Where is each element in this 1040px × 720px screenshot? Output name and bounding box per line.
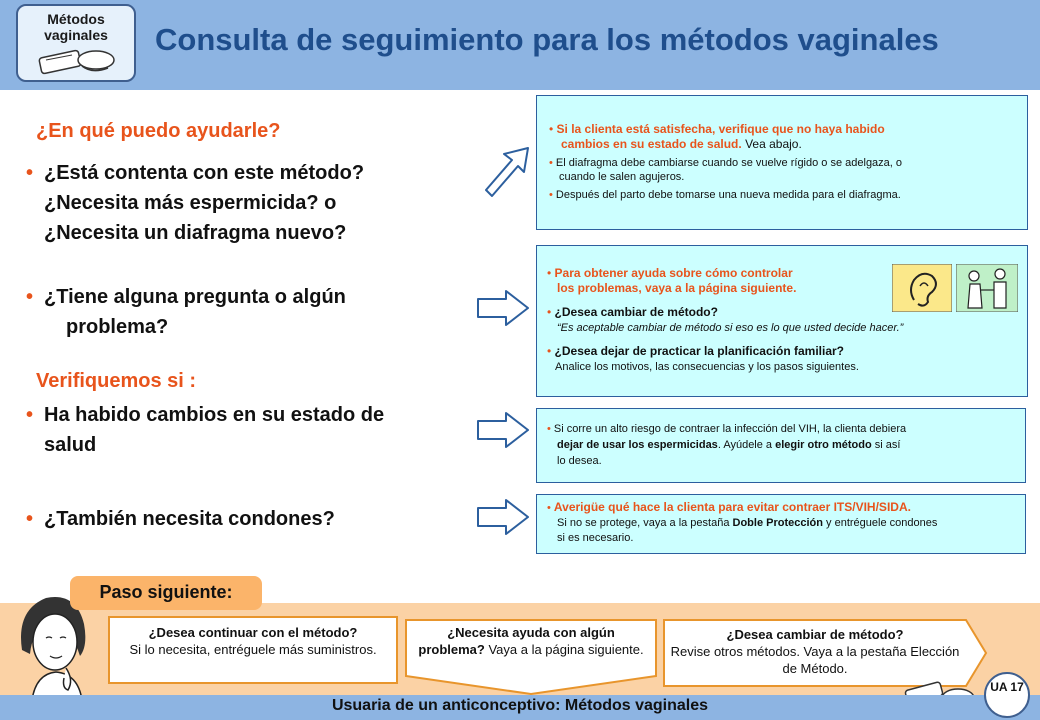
next-step-label-box bbox=[70, 576, 262, 610]
arrow-right-icon bbox=[474, 410, 532, 450]
card1-body: Si lo necesita, entréguele más suministros. bbox=[129, 642, 377, 657]
page-badge bbox=[984, 672, 1030, 718]
info-box-satisfied bbox=[536, 95, 1028, 230]
q3-line1: Ha habido cambios en su estado de bbox=[44, 404, 385, 426]
info-box-hiv-risk bbox=[536, 408, 1026, 483]
card-change-method[interactable] bbox=[670, 626, 960, 677]
box2-item1 bbox=[547, 266, 887, 296]
q2-line2: problema? bbox=[66, 316, 169, 338]
diaphragm-hand-icon bbox=[36, 44, 120, 78]
section-tab[interactable] bbox=[16, 4, 136, 82]
info-box-problems bbox=[536, 245, 1028, 397]
card-continue-method[interactable] bbox=[108, 616, 398, 684]
page-title: Consulta de seguimiento para los métodos vaginales bbox=[155, 22, 939, 57]
box4-line2-start: Si no se protege, vaya a la pestaña bbox=[557, 517, 733, 529]
page-badge-label: UA 17 bbox=[990, 680, 1024, 694]
box1-line2-bold: cambios en su estado de salud. bbox=[561, 137, 742, 151]
arrow-right-icon bbox=[474, 497, 532, 537]
box1-item1 bbox=[549, 122, 1019, 152]
box1-item2 bbox=[549, 156, 1019, 184]
q1-line1: ¿Está contenta con este método? bbox=[44, 162, 365, 184]
box4-line3: si es necesario. bbox=[557, 532, 634, 544]
box3-line3: lo desea. bbox=[557, 455, 602, 467]
q3-line2: salud bbox=[44, 434, 97, 456]
box3-line2-bold: dejar de usar los espermicidas bbox=[557, 439, 718, 451]
bullet-dot: • bbox=[26, 404, 34, 426]
question-method-happy bbox=[26, 158, 365, 244]
q4-line1: ¿También necesita condones? bbox=[44, 508, 335, 530]
question-problem bbox=[26, 282, 346, 338]
box4-line2-end: y entréguele condones bbox=[822, 517, 938, 529]
bullet-dot: • bbox=[547, 305, 552, 319]
box2-line5: ¿Desea dejar de practicar la planificación familiar? bbox=[554, 344, 844, 358]
box3-line2-end: si así bbox=[871, 439, 901, 451]
card1-text bbox=[114, 624, 392, 658]
box1-line1: Si la clienta está satisfecha, verifique que no haya habido bbox=[556, 122, 885, 136]
box1-line4: cuando le salen agujeros. bbox=[559, 171, 685, 183]
card1-question: ¿Desea continuar con el método? bbox=[148, 625, 358, 640]
check-heading: Verifiquemos si : bbox=[36, 370, 197, 392]
box2-line2: los problemas, vaya a la página siguiente. bbox=[557, 281, 797, 295]
box2-line6: Analice los motivos, las consecuencias y los pasos siguientes. bbox=[555, 361, 859, 373]
question-condoms bbox=[26, 504, 335, 534]
box1-line2-rest: Vea abajo. bbox=[741, 137, 802, 151]
box1-item3 bbox=[549, 188, 1019, 203]
help-heading: ¿En qué puedo ayudarle? bbox=[36, 120, 281, 142]
bullet-dot: • bbox=[547, 266, 552, 280]
box1-line5: Después del parto debe tomarse una nueva medida para el diafragma. bbox=[555, 189, 901, 201]
footer-title: Usuaria de un anticonceptivo: Métodos vaginales bbox=[331, 697, 709, 714]
box2-line3: ¿Desea cambiar de método? bbox=[554, 305, 718, 319]
bullet-dot: • bbox=[547, 423, 551, 435]
box2-item3 bbox=[547, 344, 1017, 375]
card-problem[interactable] bbox=[414, 624, 648, 658]
next-step-label: Paso siguiente: bbox=[99, 582, 233, 602]
box2-item2 bbox=[547, 305, 1017, 336]
box4-line2-bold: Doble Protección bbox=[732, 517, 823, 529]
info-box-sti bbox=[536, 494, 1026, 554]
footer-bar bbox=[0, 695, 1040, 720]
box4-item1 bbox=[547, 500, 1023, 546]
bullet-dot: • bbox=[547, 502, 551, 514]
box3-line1: Si corre un alto riesgo de contraer la infección del VIH, la clienta debiera bbox=[553, 423, 907, 435]
bullet-dot: • bbox=[549, 189, 553, 201]
q1-line2: ¿Necesita más espermicida? o bbox=[44, 192, 337, 214]
section-tab-label: Métodos vaginales bbox=[44, 11, 108, 43]
card3-question: ¿Desea cambiar de método? bbox=[726, 627, 904, 642]
card2-body: Vaya a la página siguiente. bbox=[484, 642, 644, 657]
bullet-dot: • bbox=[26, 508, 34, 530]
question-health-change bbox=[26, 400, 385, 456]
bullet-dot: • bbox=[549, 122, 554, 136]
box4-line1: Averigüe qué hace la clienta para evitar contraer ITS/VIH/SIDA. bbox=[553, 500, 911, 514]
box1-line3: El diafragma debe cambiarse cuando se vuelve rígido o se adelgaza, o bbox=[555, 157, 903, 169]
arrow-right-icon bbox=[474, 288, 532, 328]
q1-line3: ¿Necesita un diafragma nuevo? bbox=[44, 222, 347, 244]
card3-body: Revise otros métodos. Vaya a la pestaña Elección de Método. bbox=[670, 644, 960, 676]
q2-line1: ¿Tiene alguna pregunta o algún bbox=[44, 286, 346, 308]
bullet-dot: • bbox=[547, 344, 552, 358]
card2-question: ¿Necesita ayuda con algún problema? bbox=[418, 625, 615, 657]
bullet-dot: • bbox=[26, 286, 34, 308]
bullet-dot: • bbox=[26, 162, 34, 184]
box2-line1: Para obtener ayuda sobre cómo controlar bbox=[554, 266, 793, 280]
box2-line4: “Es aceptable cambiar de método si eso es lo que usted decide hacer.” bbox=[557, 322, 904, 334]
box3-line2-bold2: elegir otro método bbox=[775, 439, 872, 451]
box3-line2-mid: . Ayúdele a bbox=[717, 439, 776, 451]
bullet-dot: • bbox=[549, 157, 553, 169]
box3-item1 bbox=[547, 421, 1019, 469]
arrow-diagonal-icon bbox=[478, 142, 538, 198]
